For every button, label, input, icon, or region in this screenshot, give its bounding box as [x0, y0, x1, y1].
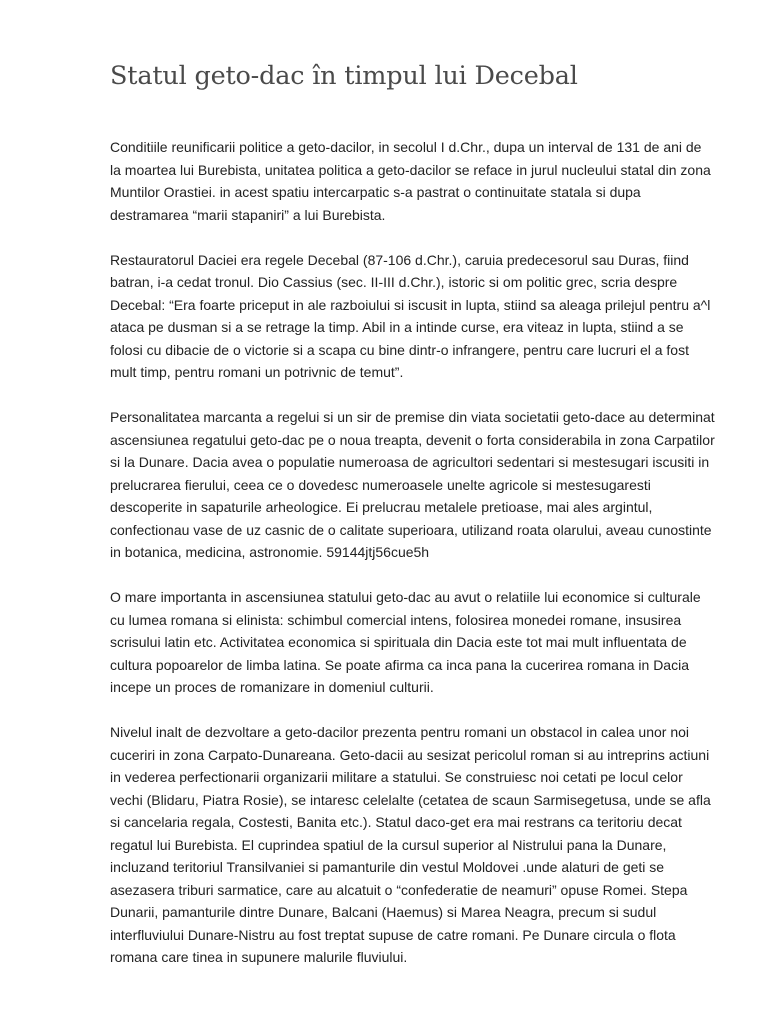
paragraph-4: O mare importanta in ascensiunea statului geto-dac au avut o relatiile lui economice si culturale cu lumea romana si elinista: schimbul comercial intens, folosirea monedei romane, insusirea scrisului latin etc. Activitatea economica si spirituala din Dacia este tot mai mult influentata de cultura popoarelor de limba latina. Se poate afirma ca inca pana la cucerirea romana in Dacia incepe un proces de romanizare in domeniul culturii. [110, 589, 701, 695]
paragraph-2: Restauratorul Daciei era regele Decebal (87-106 d.Chr.), caruia predecesorul sau Duras, fiind batran, i-a cedat tronul. Dio Cassius (sec. II-III d.Chr.), istoric si om politic grec, scria despre Decebal: “Era foarte priceput in ale razboiului si iscusit in lupta, stiind sa aleaga prilejul pentru a^l ataca pe dusman si a se retrage la timp. Abil in a intinde curse, era viteaz in lupta, stiind a se folosi cu dibacie de o victorie si a scapa cu bine dintr-o infrangere, pentru care lucruri el a fost mult timp, pentru romani un potrivnic de temut”. [110, 251, 711, 380]
paragraph-3: Personalitatea marcanta a regelui si un sir de premise din viata societatii geto-dace au determinat ascensiunea regatului geto-dac pe o noua treapta, devenit o forta considerabila in zona Carpatilor si la Dunare. Dacia avea o populatie numeroasa de agricultori sedentari si mestesugari iscusiti in prelucrarea fierului, ceea ce o dovedesc numeroasele unelte agricole si mestesugaresti descoperite in sapaturile arheologice. Ei prelucrau metalele pretioase, mai ales argintul, confectionau vase de uz casnic de o calitate superioara, utilizand roata olarului, aveau cunostinte in botanica, medicina, astronomie. 59144jtj56cue5h [110, 409, 715, 560]
document-page [110, 58, 716, 991]
paragraph-5: Nivelul inalt de dezvoltare a geto-dacilor prezenta pentru romani un obstacol in calea unor noi cuceriri in zona Carpato-Dunareana. Geto-dacii au sesizat pericolul roman si au intreprins actiuni in vederea perfectionarii organizarii militare a statului. Se construiesc noi cetati pe locul celor vechi (Blidaru, Piatra Rosie), se intaresc celelalte (cetatea de scaun Sarmisegetusa, unde se afla si cancelaria regala, Costesti, Banita etc.). Statul daco-get era mai restrans ca teritoriu decat regatul lui Burebista. El cuprindea spatiul de la cursul superior al Nistrului pana la Dunare, incluzand teritoriul Transilvaniei si pamanturile din vestul Moldovei .unde alaturi de geti se asezasera triburi sarmatice, care au alcatuit o “confederatie de neamuri” opuse Romei. Stepa Dunarii, pamanturile dintre Dunare, Balcani (Haemus) si Marea Neagra, precum si sudul interfluviului Dunare-Nistru au fost treptat supuse de catre romani. Pe Dunare circula o flota romana care tinea in supunere malurile fluviului. [110, 724, 711, 965]
page-title: Statul geto-dac în timpul lui Decebal [110, 61, 578, 91]
paragraph-1: Conditiile reunificarii politice a geto-dacilor, in secolul I d.Chr., dupa un interval de 131 de ani de la moartea lui Burebista, unitatea politica a geto-dacilor se reface in jurul nucleului statal din zona Muntilor Orastiei. in acest spatiu intercarpatic s-a pastrat o continuitate statala si dupa destramarea “marii stapaniri” a lui Burebista. [110, 139, 711, 223]
